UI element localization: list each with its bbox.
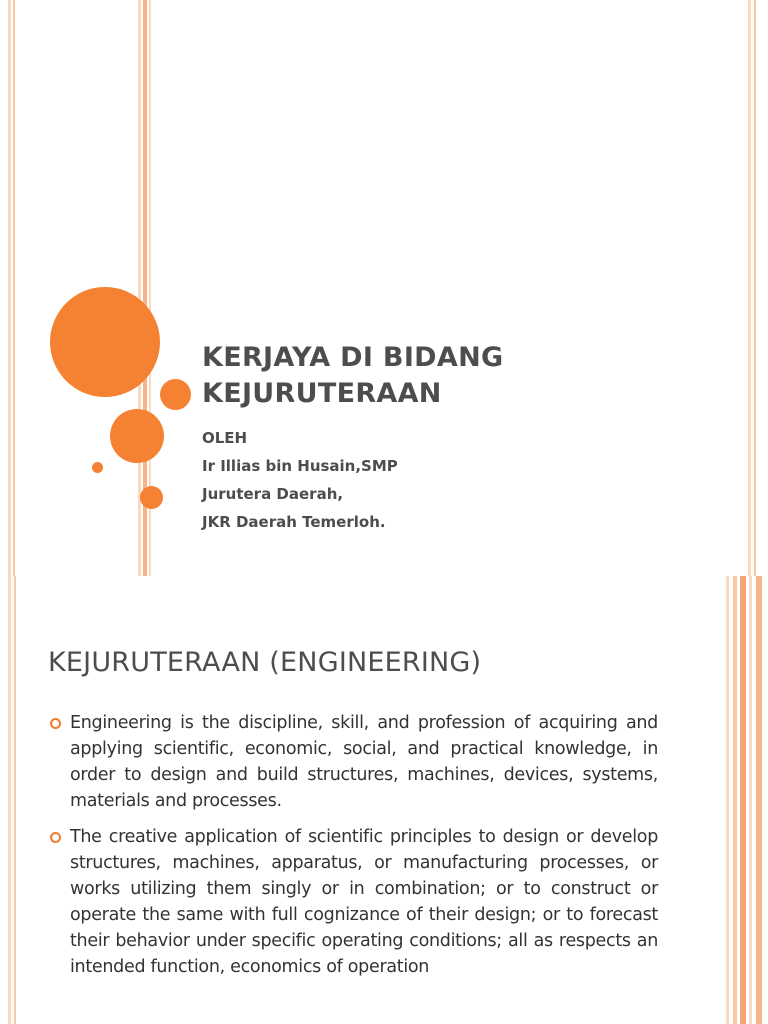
slide-subtitle [202,424,622,536]
slide-title-line-1: KERJAYA DI BIDANG [202,342,504,373]
s2-right-stripe-5 [756,576,762,1024]
left-stripe-3 [138,0,141,576]
s2-right-stripe-4 [749,576,752,1024]
slide-title-line-2: KEJURUTERAAN [202,378,442,409]
s2-left-stripe-1 [8,576,11,1024]
subtitle-line-4: JKR Daerah Temerloh. [202,513,386,531]
subtitle-line-1: OLEH [202,429,248,447]
large-circle-decoration [50,287,160,397]
s2-right-stripe-2 [733,576,737,1024]
s2-left-stripe-2 [14,576,16,1024]
right-stripe-1 [748,0,751,576]
medium-circle-decoration [160,379,191,410]
bullet-circle-icon [50,832,61,843]
left-stripe-1 [8,0,11,576]
bullet-item-2 [48,824,658,980]
circle-decoration-5 [140,486,163,509]
subtitle-line-2: Ir Illias bin Husain,SMP [202,457,398,475]
s2-right-stripe-1 [726,576,729,1024]
left-stripe-2 [13,0,15,576]
circle-decoration-3 [110,409,164,463]
bullet-circle-icon [50,718,61,729]
small-dot-decoration [92,462,103,473]
slide-title [202,340,722,412]
right-stripe-2 [754,0,756,576]
content-slide-title: KEJURUTERAAN (ENGINEERING) [48,647,482,678]
subtitle-line-3: Jurutera Daerah, [202,485,344,503]
s2-right-stripe-3 [740,576,746,1024]
bullet-item-1 [48,710,658,814]
bullet-text-1: Engineering is the discipline, skill, and profession of acquiring and applying scientific, economic, social, and practical knowledge, in order to design and build structures, machines, devices, systems, materials and processes. [70,713,658,811]
bullet-list [48,710,658,990]
bullet-text-2: The creative application of scientific principles to design or develop structures, machines, apparatus, or manufacturing processes, or works utilizing them singly or in combination; or to construct or operate the same with full cognizance of their design; or to forecast their behavior under specific operating conditions; all as respects an intended function, economics of operation [70,827,658,977]
